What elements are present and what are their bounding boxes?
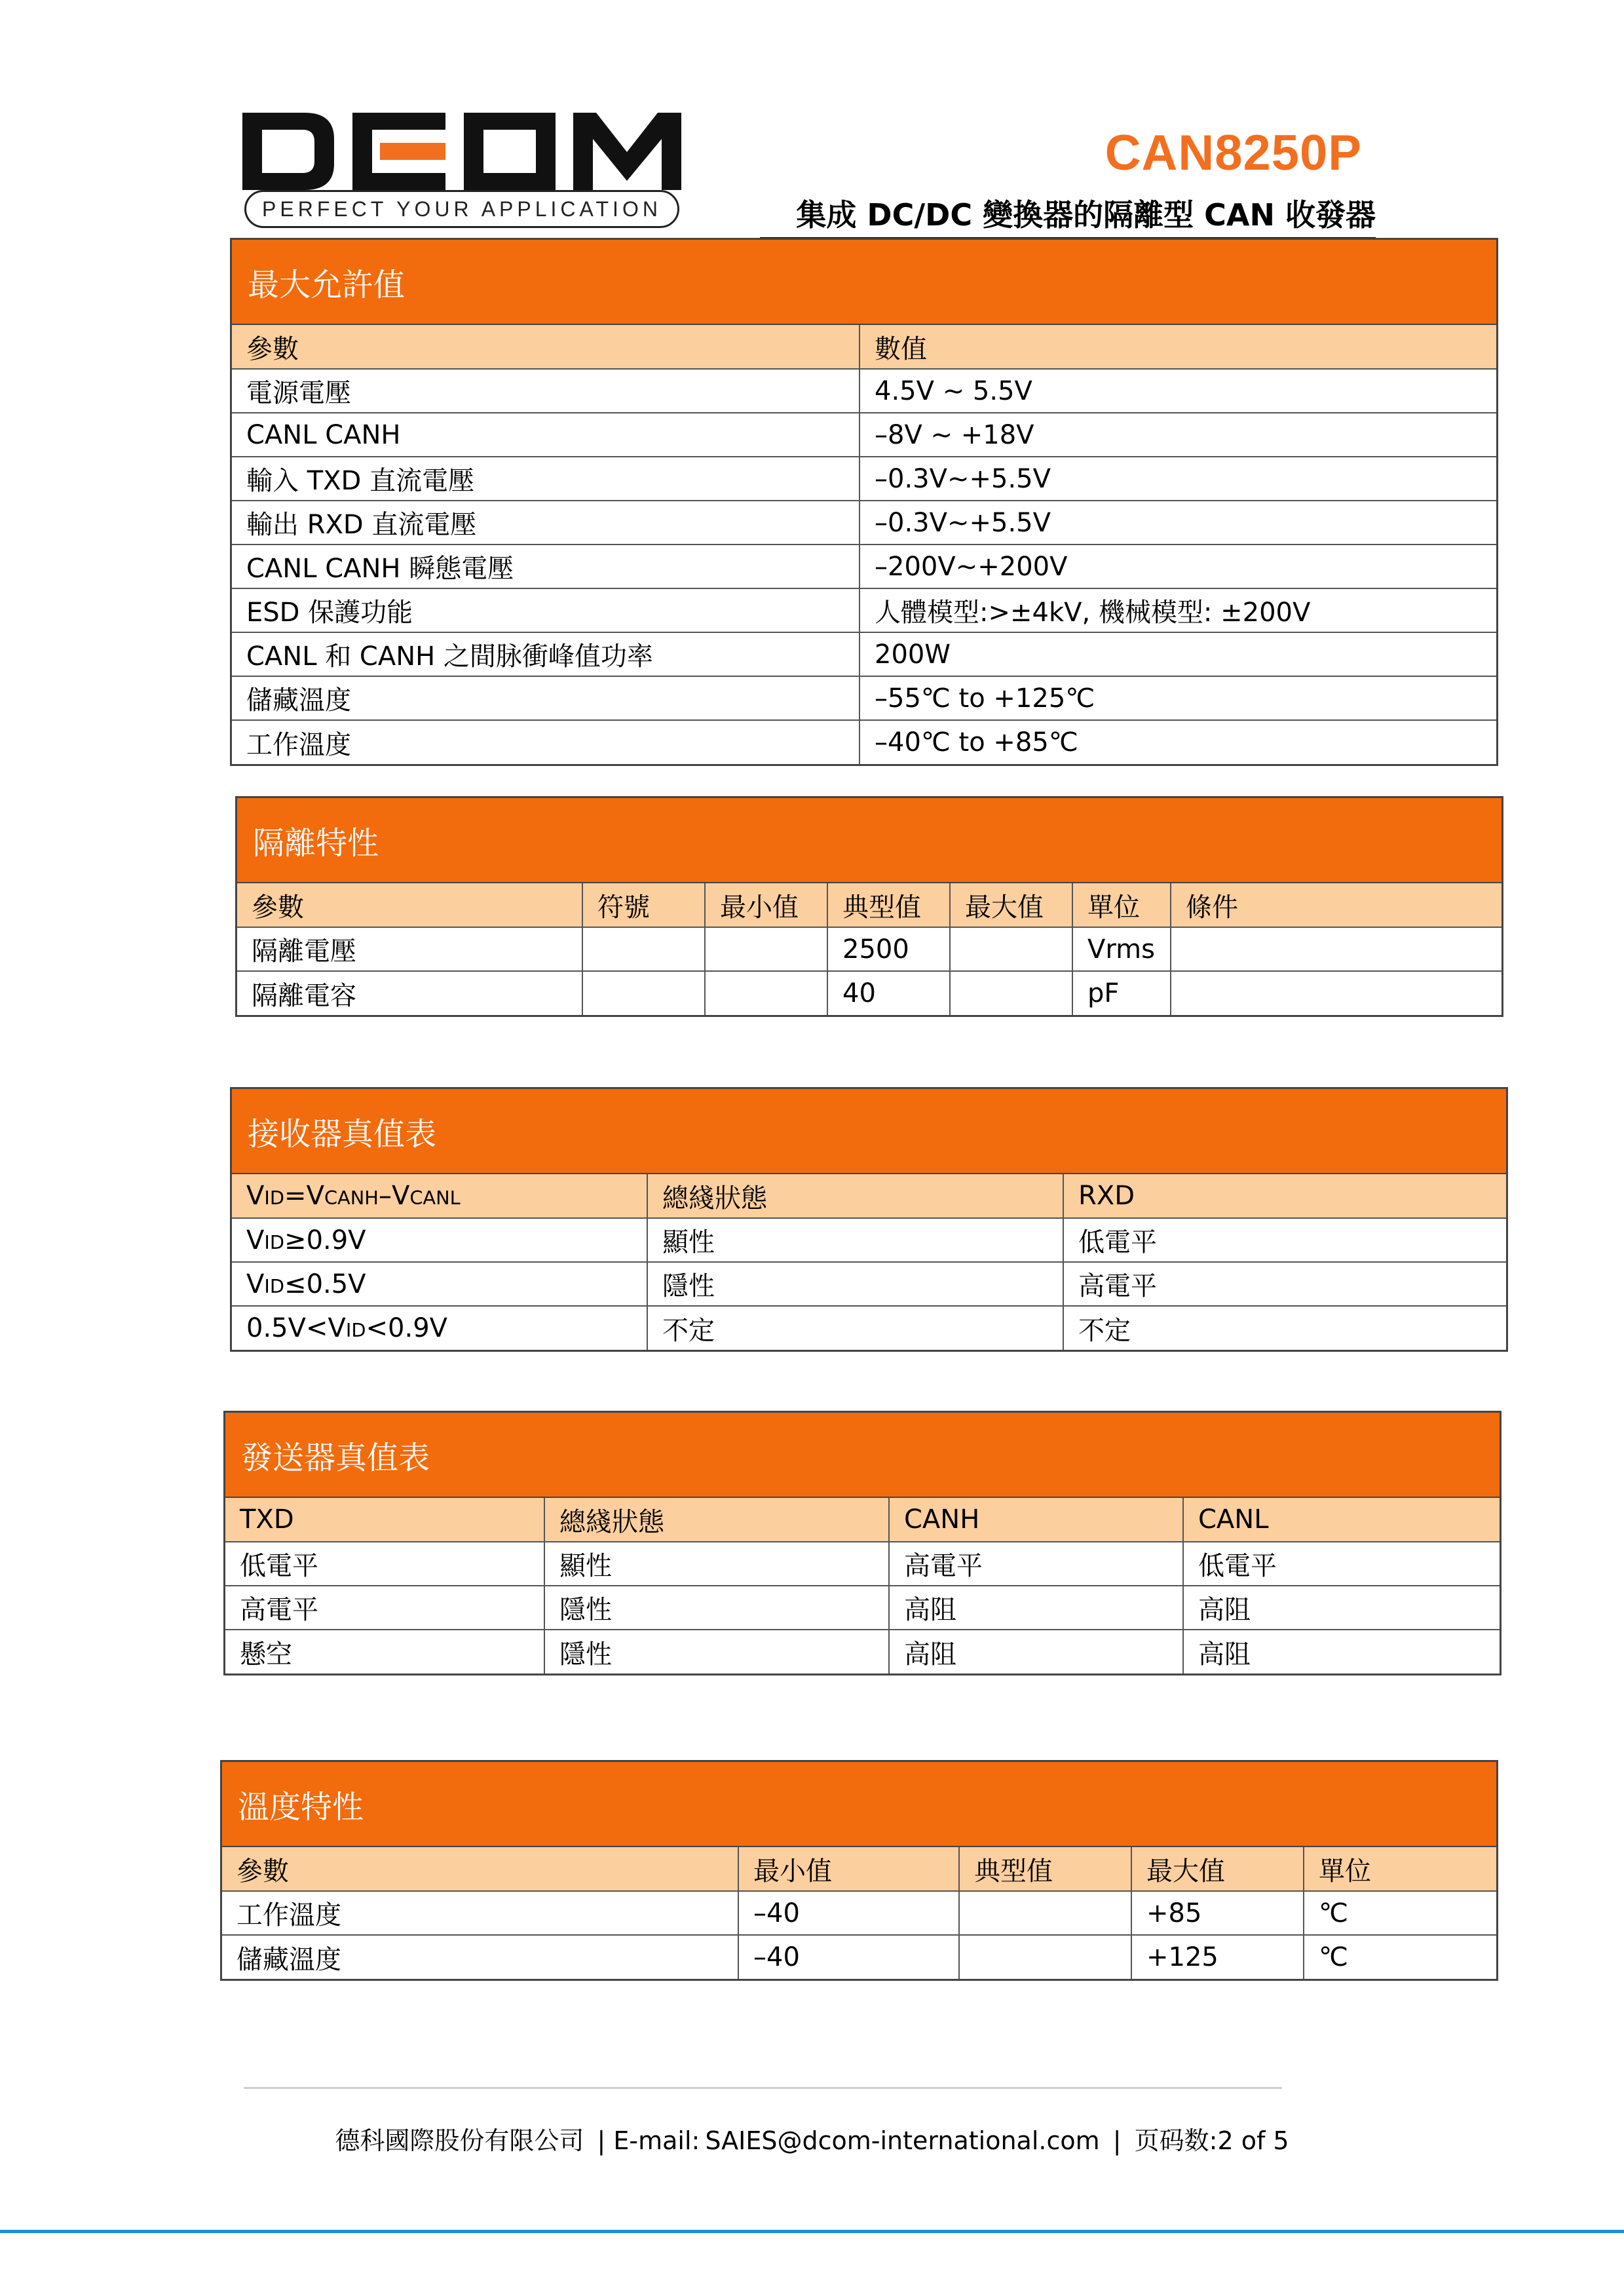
table-cell: pF bbox=[1072, 971, 1171, 1015]
table-cell: 電源電壓 bbox=[232, 369, 859, 413]
column-header: 典型值 bbox=[959, 1847, 1131, 1891]
temperature-table bbox=[222, 1847, 1496, 1979]
table-row bbox=[237, 971, 1501, 1015]
table-cell bbox=[705, 971, 827, 1015]
table-cell: 0.5V<VID<0.9V bbox=[232, 1306, 647, 1350]
table-cell: 隱性 bbox=[544, 1586, 889, 1630]
table-cell: 高阻 bbox=[889, 1586, 1183, 1630]
table-cell: –0.3V~+5.5V bbox=[859, 457, 1496, 501]
table-row bbox=[232, 369, 1496, 413]
table-cell: VID≤0.5V bbox=[232, 1262, 647, 1306]
table-cell: 200W bbox=[859, 632, 1496, 676]
table-row bbox=[232, 676, 1496, 720]
section-title: 最大允許值 bbox=[232, 240, 1496, 325]
footer-divider bbox=[244, 2087, 1282, 2089]
table-header-row bbox=[225, 1498, 1500, 1542]
column-header: 總綫狀態 bbox=[647, 1174, 1063, 1218]
receiver-truth-table bbox=[232, 1174, 1506, 1350]
table-cell bbox=[1171, 927, 1501, 971]
isolation-table bbox=[237, 883, 1501, 1015]
table-cell: 低電平 bbox=[1183, 1542, 1500, 1586]
table-cell: CANL 和 CANH 之間脉衝峰值功率 bbox=[232, 632, 859, 676]
column-header: 最大值 bbox=[1131, 1847, 1304, 1891]
table-cell: 高電平 bbox=[889, 1542, 1183, 1586]
table-cell bbox=[959, 1891, 1131, 1935]
company-logo bbox=[242, 113, 681, 229]
column-header: 典型值 bbox=[827, 883, 950, 927]
table-row bbox=[225, 1586, 1500, 1630]
column-header: RXD bbox=[1063, 1174, 1506, 1218]
table-cell: 高阻 bbox=[1183, 1630, 1500, 1674]
table-cell: ESD 保護功能 bbox=[232, 588, 859, 632]
section-title: 發送器真值表 bbox=[225, 1413, 1500, 1498]
table-cell: 隔離電容 bbox=[237, 971, 582, 1015]
table-cell: 儲藏溫度 bbox=[232, 676, 859, 720]
table-cell: +85 bbox=[1131, 1891, 1304, 1935]
table-row bbox=[232, 457, 1496, 501]
column-header: 最小值 bbox=[738, 1847, 959, 1891]
table-row bbox=[232, 632, 1496, 676]
table-cell bbox=[582, 971, 705, 1015]
table-cell: –55℃ to +125℃ bbox=[859, 676, 1496, 720]
table-cell: ℃ bbox=[1304, 1891, 1496, 1935]
column-header: 條件 bbox=[1171, 883, 1501, 927]
section-title: 隔離特性 bbox=[237, 798, 1501, 883]
table-row bbox=[237, 927, 1501, 971]
isolation-section bbox=[235, 796, 1503, 1017]
table-row bbox=[232, 501, 1496, 545]
page-footer bbox=[0, 2120, 1624, 2156]
table-header-row bbox=[222, 1847, 1496, 1891]
document-subtitle: 集成 DC/DC 變換器的隔離型 CAN 收發器 bbox=[760, 191, 1376, 239]
table-cell: 低電平 bbox=[225, 1542, 544, 1586]
column-header: 數值 bbox=[859, 325, 1496, 369]
table-cell: 高阻 bbox=[889, 1630, 1183, 1674]
column-header-vid: VID=VCANH–VCANL bbox=[232, 1174, 647, 1218]
table-row bbox=[232, 413, 1496, 457]
logo-tagline: PERFECT YOUR APPLICATION bbox=[244, 190, 679, 228]
table-row bbox=[225, 1630, 1500, 1674]
email-link[interactable]: SAIES@dcom-international.com bbox=[705, 2126, 1100, 2155]
footer-separator: | bbox=[1112, 2126, 1122, 2155]
table-cell: 輸入 TXD 直流電壓 bbox=[232, 457, 859, 501]
bottom-border-line bbox=[0, 2230, 1624, 2233]
table-cell: 隱性 bbox=[647, 1262, 1063, 1306]
table-cell: –40 bbox=[738, 1891, 959, 1935]
company-name: 德科國際股份有限公司 bbox=[335, 2126, 584, 2155]
table-cell: 顯性 bbox=[647, 1218, 1063, 1262]
column-header: 最小值 bbox=[705, 883, 827, 927]
section-title: 溫度特性 bbox=[222, 1762, 1496, 1847]
table-cell: +125 bbox=[1131, 1935, 1304, 1979]
table-row bbox=[232, 545, 1496, 588]
max-ratings-section bbox=[230, 238, 1498, 766]
table-cell: 隱性 bbox=[544, 1630, 889, 1674]
column-header: 總綫狀態 bbox=[544, 1498, 889, 1542]
receiver-truth-section bbox=[230, 1087, 1508, 1352]
table-cell: –0.3V~+5.5V bbox=[859, 501, 1496, 545]
column-header: 參數 bbox=[232, 325, 859, 369]
table-cell: –200V~+200V bbox=[859, 545, 1496, 588]
transmitter-truth-table bbox=[225, 1498, 1500, 1674]
table-cell: 不定 bbox=[1063, 1306, 1506, 1350]
table-cell: –40 bbox=[738, 1935, 959, 1979]
temperature-section bbox=[220, 1760, 1498, 1981]
table-header-row bbox=[232, 325, 1496, 369]
table-header-row bbox=[237, 883, 1501, 927]
table-cell: 儲藏溫度 bbox=[222, 1935, 738, 1979]
column-header: 單位 bbox=[1304, 1847, 1496, 1891]
table-cell: ℃ bbox=[1304, 1935, 1496, 1979]
table-cell: –40℃ to +85℃ bbox=[859, 720, 1496, 764]
table-row bbox=[222, 1891, 1496, 1935]
table-cell: CANL CANH 瞬態電壓 bbox=[232, 545, 859, 588]
table-cell: 4.5V ~ 5.5V bbox=[859, 369, 1496, 413]
column-header: CANH bbox=[889, 1498, 1183, 1542]
table-cell bbox=[705, 927, 827, 971]
table-cell: 顯性 bbox=[544, 1542, 889, 1586]
table-cell: 不定 bbox=[647, 1306, 1063, 1350]
table-cell bbox=[950, 971, 1072, 1015]
table-row bbox=[225, 1542, 1500, 1586]
transmitter-truth-section bbox=[223, 1411, 1501, 1675]
table-cell bbox=[950, 927, 1072, 971]
max-ratings-table bbox=[232, 325, 1496, 764]
table-cell: CANL CANH bbox=[232, 413, 859, 457]
table-cell bbox=[959, 1935, 1131, 1979]
page-label: 页码数: bbox=[1134, 2126, 1218, 2155]
product-model: CAN8250P bbox=[1105, 125, 1362, 181]
table-cell: 40 bbox=[827, 971, 950, 1015]
column-header: 參數 bbox=[237, 883, 582, 927]
table-row bbox=[232, 720, 1496, 764]
column-header: CANL bbox=[1183, 1498, 1500, 1542]
table-cell: 人體模型:>±4kV, 機械模型: ±200V bbox=[859, 588, 1496, 632]
section-title: 接收器真值表 bbox=[232, 1089, 1506, 1174]
table-row bbox=[222, 1935, 1496, 1979]
table-cell: 高電平 bbox=[1063, 1262, 1506, 1306]
table-cell: 隔離電壓 bbox=[237, 927, 582, 971]
table-row bbox=[232, 1306, 1506, 1350]
table-cell: Vrms bbox=[1072, 927, 1171, 971]
table-cell: 輸出 RXD 直流電壓 bbox=[232, 501, 859, 545]
table-cell: 懸空 bbox=[225, 1630, 544, 1674]
table-cell: 2500 bbox=[827, 927, 950, 971]
table-cell: VID≥0.9V bbox=[232, 1218, 647, 1262]
table-header-row bbox=[232, 1174, 1506, 1218]
table-cell: 低電平 bbox=[1063, 1218, 1506, 1262]
table-cell: 高阻 bbox=[1183, 1586, 1500, 1630]
column-header: 符號 bbox=[582, 883, 705, 927]
column-header: 參數 bbox=[222, 1847, 738, 1891]
column-header: TXD bbox=[225, 1498, 544, 1542]
column-header: 最大值 bbox=[950, 883, 1072, 927]
page-number: 2 of 5 bbox=[1217, 2126, 1289, 2155]
column-header: 單位 bbox=[1072, 883, 1171, 927]
email-label: | E-mail: bbox=[597, 2126, 700, 2155]
table-row bbox=[232, 588, 1496, 632]
logo-letters bbox=[242, 113, 681, 190]
table-cell: 工作溫度 bbox=[232, 720, 859, 764]
table-cell: –8V ~ +18V bbox=[859, 413, 1496, 457]
table-cell bbox=[1171, 971, 1501, 1015]
table-cell: 高電平 bbox=[225, 1586, 544, 1630]
table-cell bbox=[582, 927, 705, 971]
table-row bbox=[232, 1218, 1506, 1262]
table-row bbox=[232, 1262, 1506, 1306]
table-cell: 工作溫度 bbox=[222, 1891, 738, 1935]
